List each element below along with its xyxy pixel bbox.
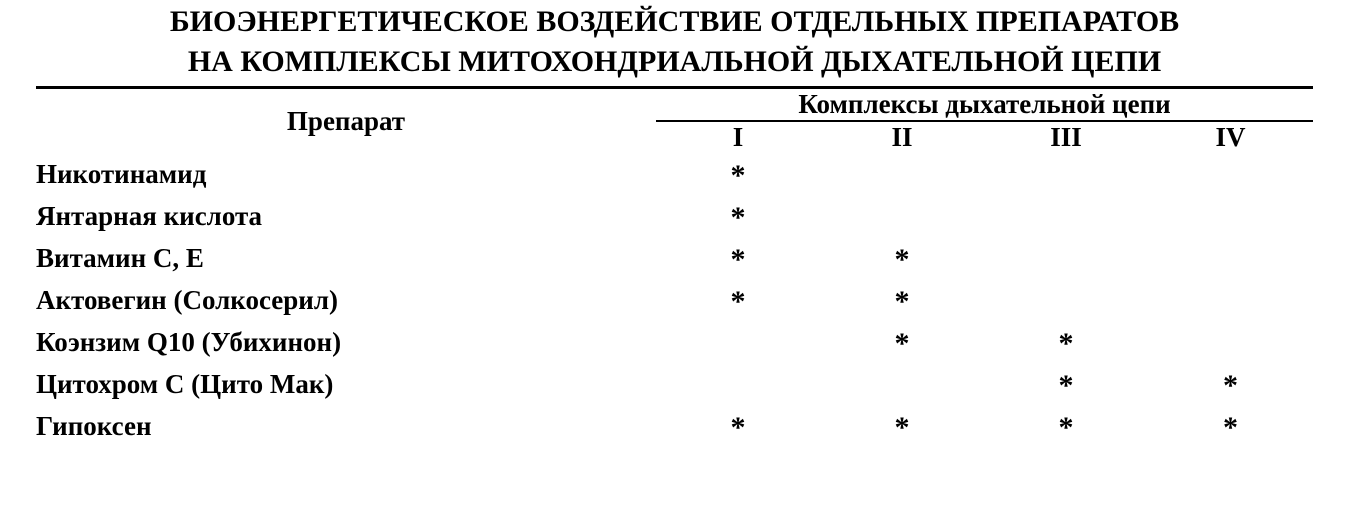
mark-6-4 [1148, 363, 1313, 405]
drug-name-3: Витамин С, Е [36, 242, 204, 273]
asterisk-icon: * [730, 159, 746, 192]
document-page [0, 2, 1349, 515]
asterisk-icon: * [894, 243, 910, 276]
mark-2-2 [820, 195, 984, 237]
page-title-line-2: НА КОМПЛЕКСЫ МИТОХОНДРИАЛЬНОЙ ДЫХАТЕЛЬНОЙ ЦЕПИ [187, 45, 1162, 78]
mark-1-1 [656, 153, 820, 195]
asterisk-icon: * [730, 411, 746, 444]
mark-4-3 [984, 279, 1148, 321]
mark-1-4 [1148, 153, 1313, 195]
header-drug-column: Препарат [286, 105, 406, 136]
table-row [36, 153, 1313, 195]
mark-3-2 [820, 237, 984, 279]
header-complex-i: I [732, 122, 744, 152]
asterisk-icon: * [894, 327, 910, 360]
drug-name-6: Цитохром С (Цито Мак) [36, 368, 334, 399]
mark-2-3 [984, 195, 1148, 237]
asterisk-icon: * [1058, 327, 1074, 360]
mark-2-4 [1148, 195, 1313, 237]
mark-7-3 [984, 405, 1148, 447]
table-header-row-top [36, 88, 1313, 122]
table-row [36, 321, 1313, 363]
drug-name-4: Актовегин (Солкосерил) [36, 284, 338, 315]
mark-5-3 [984, 321, 1148, 363]
mark-6-1 [656, 363, 820, 405]
asterisk-icon: * [1058, 411, 1074, 444]
mark-4-4 [1148, 279, 1313, 321]
mark-3-1 [656, 237, 820, 279]
asterisk-icon: * [1058, 369, 1074, 402]
asterisk-icon: * [1223, 411, 1238, 444]
table-row [36, 405, 1313, 447]
mark-5-4 [1148, 321, 1313, 363]
header-complexes-group: Комплексы дыхательной цепи [798, 89, 1171, 119]
mark-3-4 [1148, 237, 1313, 279]
mark-4-1 [656, 279, 820, 321]
asterisk-icon: * [730, 201, 746, 234]
mark-5-1 [656, 321, 820, 363]
asterisk-icon: * [894, 285, 910, 318]
asterisk-icon: * [730, 243, 746, 276]
table-row [36, 237, 1313, 279]
mark-5-2 [820, 321, 984, 363]
mark-2-1 [656, 195, 820, 237]
asterisk-icon: * [1223, 369, 1238, 402]
mark-4-2 [820, 279, 984, 321]
drug-name-2: Янтарная кислота [36, 200, 263, 231]
page-title [10, 2, 1339, 82]
drug-name-1: Никотинамид [36, 158, 207, 189]
bioenergetic-effects-table [36, 86, 1313, 447]
mark-1-2 [820, 153, 984, 195]
table-row [36, 195, 1313, 237]
mark-7-4 [1148, 405, 1313, 447]
mark-7-1 [656, 405, 820, 447]
mark-7-2 [820, 405, 984, 447]
asterisk-icon: * [894, 411, 910, 444]
table-row [36, 363, 1313, 405]
mark-3-3 [984, 237, 1148, 279]
mark-1-3 [984, 153, 1148, 195]
header-complex-ii: II [891, 122, 913, 152]
table-container [36, 86, 1313, 447]
page-title-line-1: БИОЭНЕРГЕТИЧЕСКОЕ ВОЗДЕЙСТВИЕ ОТДЕЛЬНЫХ ПРЕПАРАТОВ [169, 5, 1180, 38]
header-complex-iv: IV [1215, 122, 1246, 152]
asterisk-icon: * [730, 285, 746, 318]
mark-6-3 [984, 363, 1148, 405]
mark-6-2 [820, 363, 984, 405]
header-complex-iii: III [1050, 122, 1082, 152]
table-row [36, 279, 1313, 321]
drug-name-7: Гипоксен [36, 410, 152, 441]
drug-name-5: Коэнзим Q10 (Убихинон) [36, 326, 342, 357]
